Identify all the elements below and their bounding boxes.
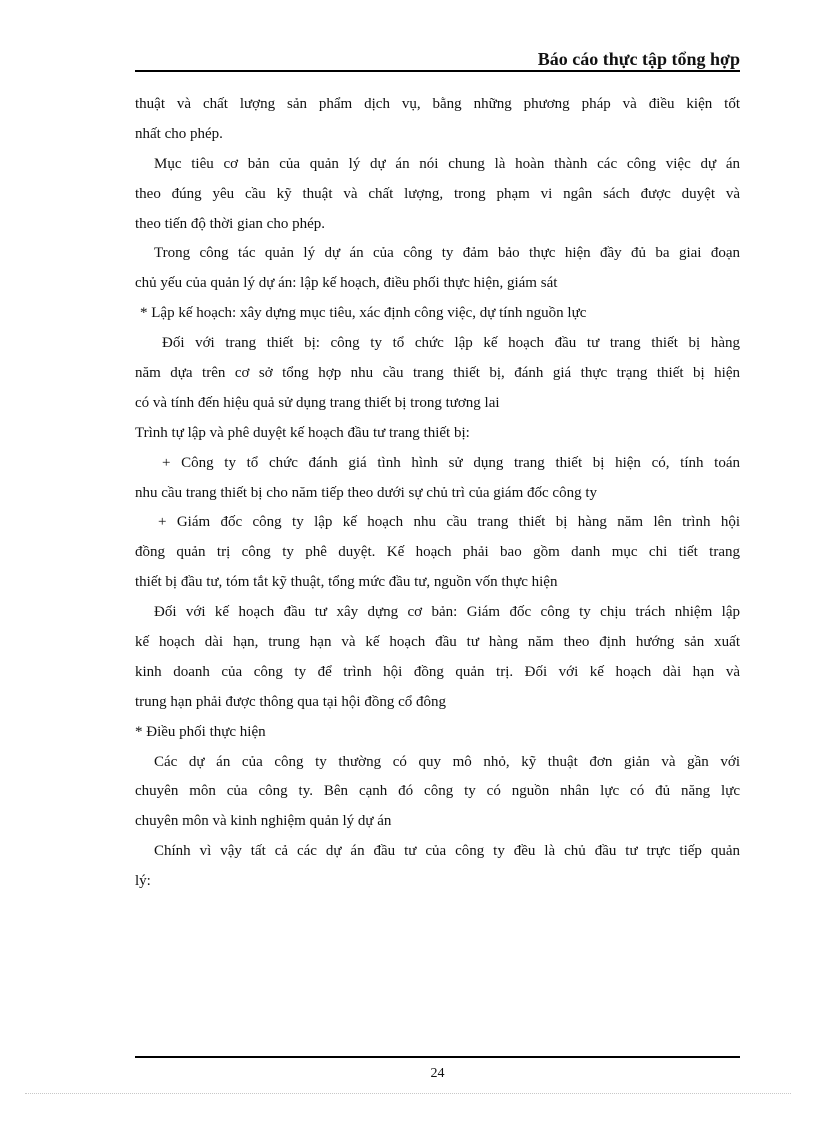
text-line: chuyên môn của công ty. Bên cạnh đó công ty có nguồn nhân lực có đủ năng lực [135,783,740,800]
text-line: theo tiến độ thời gian cho phép. [135,215,325,232]
footer-rule [135,1056,740,1058]
text-line: Đối với trang thiết bị: công ty tổ chức lập kế hoạch đầu tư trang thiết bị hàng [162,335,740,352]
text-line: Đối với kế hoạch đầu tư xây dựng cơ bản: Giám đốc công ty chịu trách nhiệm lập [154,604,740,621]
text-line: trung hạn phải được thông qua tại hội đồng cổ đông [135,693,447,710]
text-line: + Công ty tổ chức đánh giá tình hình sử dụng trang thiết bị hiện có, tính toán [162,454,740,471]
page-edge-divider [25,1093,791,1094]
text-line: + Giám đốc công ty lập kế hoạch nhu cầu trang thiết bị hàng năm lên trình hội [158,514,740,531]
text-line: * Điều phối thực hiện [135,723,266,740]
body-text [135,90,740,897]
text-line: kế hoạch dài hạn, trung hạn và kế hoạch đầu tư hàng năm theo định hướng sản xuất [135,634,740,651]
page-number [0,1066,816,1082]
text-line: thuật và chất lượng sản phẩm dịch vụ, bằng những phương pháp và điều kiện tốt [135,96,740,112]
page-number-text: 24 [430,1066,445,1081]
text-line: đồng quản trị công ty phê duyệt. Kế hoạch phải bao gồm danh mục chi tiết trang [135,544,740,561]
text-line: * Lập kế hoạch: xây dựng mục tiêu, xác định công việc, dự tính nguồn lực [140,305,587,322]
text-line: thiết bị đầu tư, tóm tắt kỹ thuật, tổng mức đầu tư, nguồn vốn thực hiện [135,574,558,591]
running-header-title: Báo cáo thực tập tổng hợp [537,49,740,69]
text-line: nhất cho phép. [135,125,223,142]
text-line: Chính vì vậy tất cả các dự án đầu tư của công ty đều là chủ đầu tư trực tiếp quản [154,843,740,860]
text-line: kinh doanh của công ty để trình hội đồng quản trị. Đối với kế hoạch dài hạn và [135,663,740,680]
header-rule [135,70,740,72]
text-line: Các dự án của công ty thường có quy mô nhỏ, kỹ thuật đơn giản và gần với [154,753,740,770]
text-line: năm dựa trên cơ sở tổng hợp nhu cầu trang thiết bị, đánh giá thực trạng thiết bị hiện [135,365,740,382]
text-line: Trong công tác quản lý dự án của công ty đảm bảo thực hiện đầy đủ ba giai đoạn [154,245,740,262]
text-line: lý: [135,873,151,890]
text-line: chủ yếu của quản lý dự án: lập kế hoạch, điều phối thực hiện, giám sát [135,275,558,292]
text-line: chuyên môn và kinh nghiệm quản lý dự án [135,813,392,830]
text-line: theo đúng yêu cầu kỹ thuật và chất lượng, trong phạm vi ngân sách được duyệt và [135,185,740,202]
text-line: có và tính đến hiệu quả sử dụng trang thiết bị trong tương lai [135,394,500,411]
text-line: Mục tiêu cơ bản của quản lý dự án nói chung là hoàn thành các công việc dự án [154,155,740,172]
text-line: nhu cầu trang thiết bị cho năm tiếp theo dưới sự chủ trì của giám đốc công ty [135,484,597,501]
text-line: Trình tự lập và phê duyệt kế hoạch đầu tư trang thiết bị: [135,424,470,441]
